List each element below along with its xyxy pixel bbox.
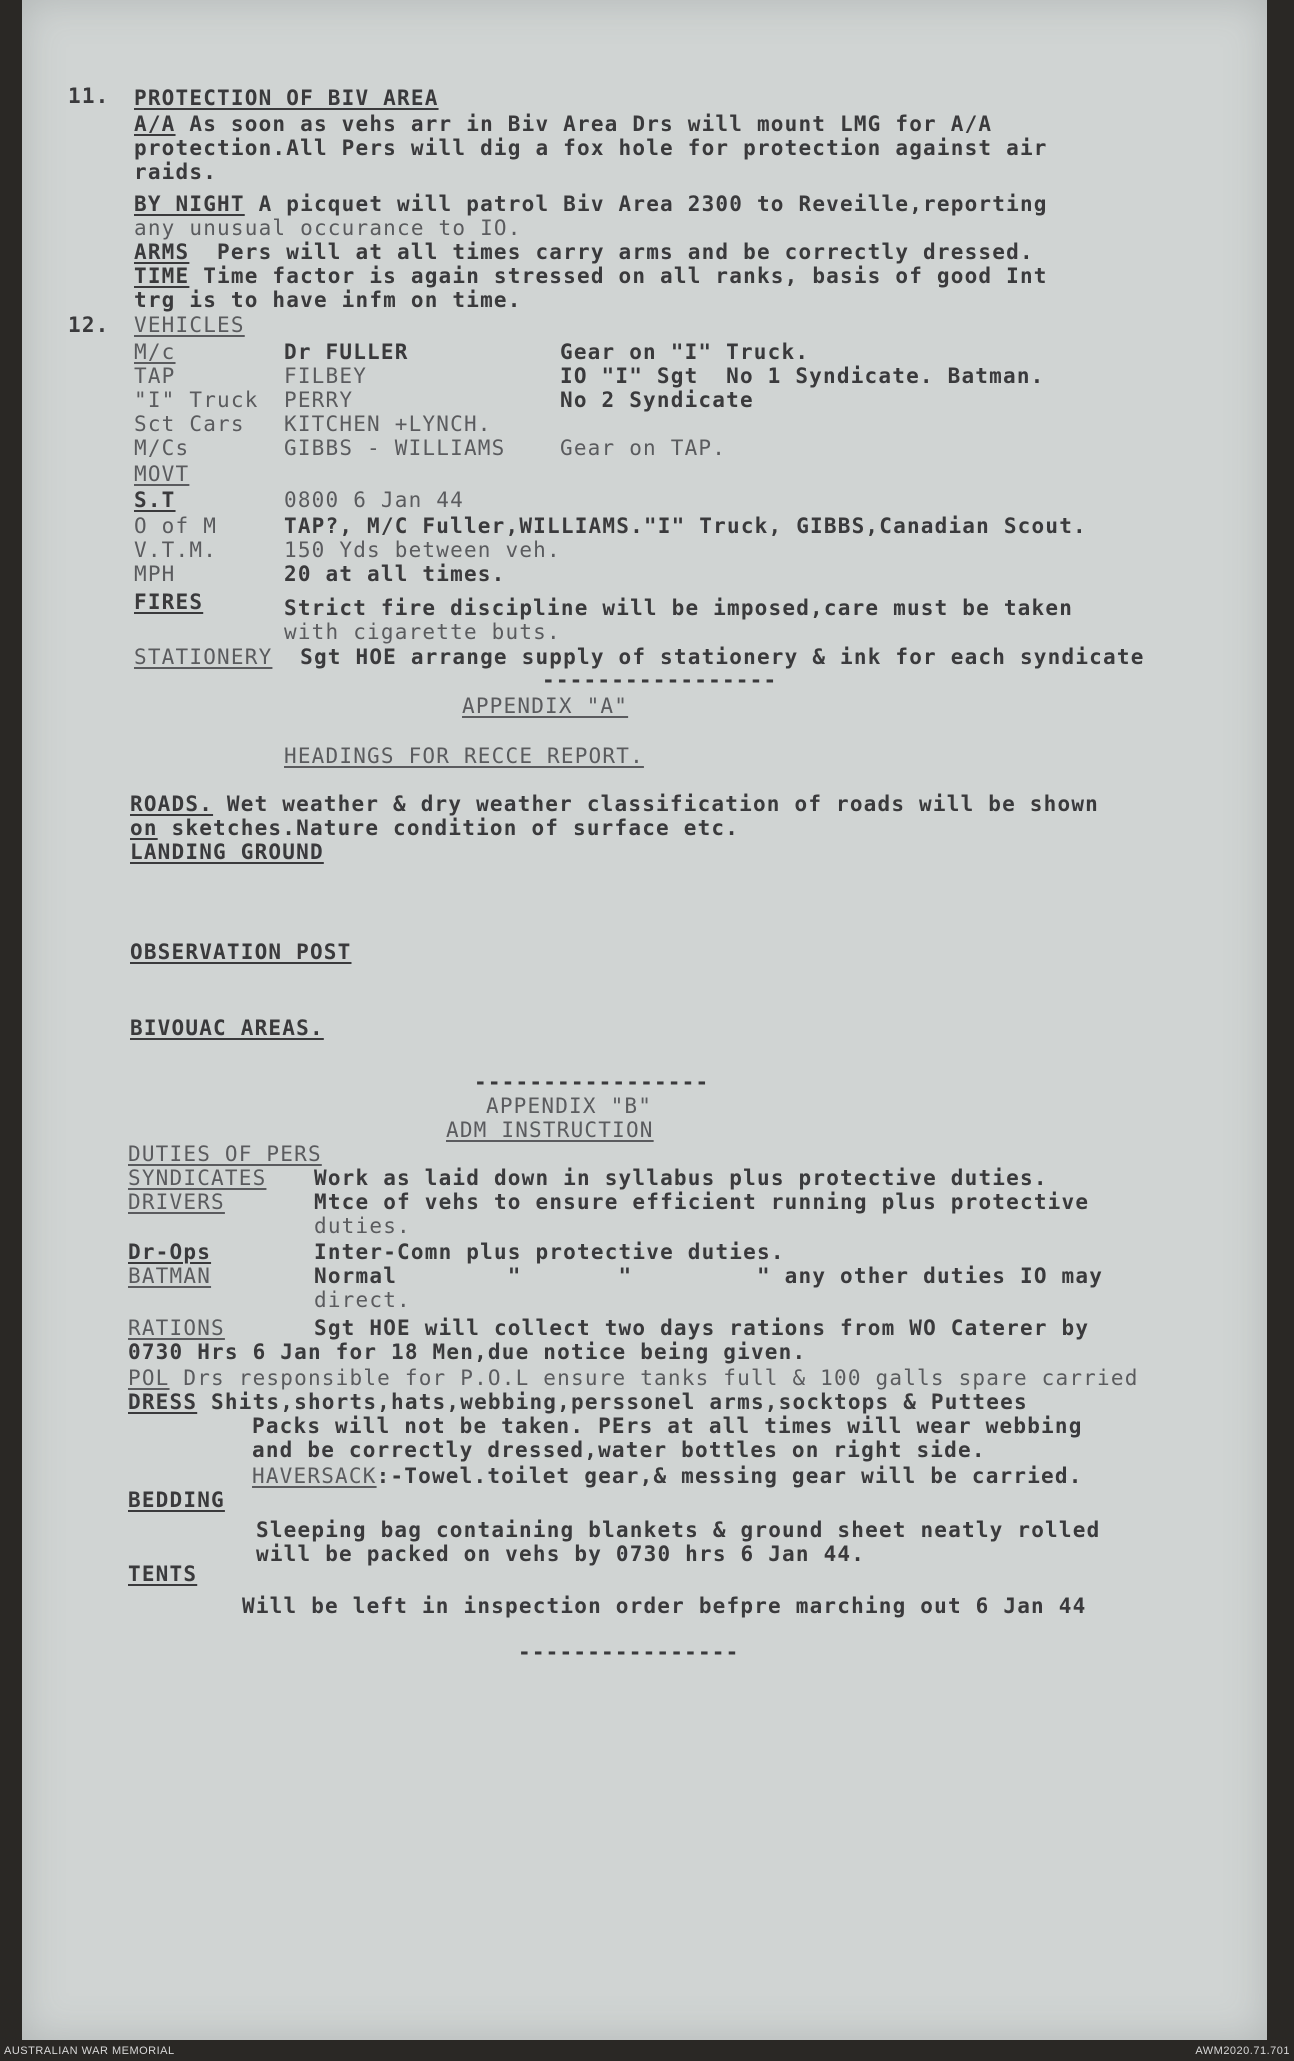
syndicates-text: Work as laid down in syllabus plus protective duties. [314, 1166, 1048, 1190]
vehicle-name: PERRY [284, 388, 354, 412]
vehicle-name: FILBEY [284, 364, 368, 388]
section-separator: ----------------- [542, 668, 778, 692]
by-night-line-1-text: A picquet will patrol Biv Area 2300 to Reveille,reporting [244, 192, 1048, 216]
batman-heading: BATMAN [128, 1264, 212, 1288]
dress-line-1 [128, 1390, 1028, 1414]
footer-accession-number: AWM2020.71.701 [1195, 2045, 1290, 2057]
fires-heading: FIRES [134, 590, 204, 614]
dr-ops-heading: Dr-Ops [128, 1240, 212, 1264]
appendix-b-separator: ---------------- [518, 1640, 740, 1664]
batman-line-2: direct. [314, 1288, 411, 1312]
bedding-line-1: Sleeping bag containing blankets & ground sheet neatly rolled [256, 1518, 1101, 1542]
st-heading: S.T [134, 488, 176, 512]
dress-line-1-text: Shits,shorts,hats,webbing,perssonel arms,socktops & Puttees [197, 1390, 1028, 1414]
rations-heading: RATIONS [128, 1316, 225, 1340]
dress-heading: DRESS [128, 1390, 198, 1414]
arms-text: Pers will at all times carry arms and be correctly dressed. [189, 240, 1034, 264]
haversack-line [252, 1464, 1083, 1488]
dr-ops-text: Inter-Comn plus protective duties. [314, 1240, 785, 1264]
bedding-heading: BEDDING [128, 1488, 225, 1512]
batman-line-1: Normal " " " any other duties IO may [314, 1264, 1104, 1288]
stationery-line [134, 645, 1145, 669]
time-line-1 [134, 264, 1048, 288]
drivers-heading: DRIVERS [128, 1190, 225, 1214]
roads-line-2-text: sketches.Nature condition of surface etc. [157, 816, 740, 840]
vehicle-key: Sct Cars [134, 412, 245, 436]
by-night-heading: BY NIGHT [134, 192, 245, 216]
pol-line [128, 1366, 1139, 1390]
document-page [22, 0, 1267, 2040]
vehicle-key: TAP [134, 364, 176, 388]
appendix-a-separator: ----------------- [474, 1070, 710, 1094]
arms-heading: ARMS [134, 240, 190, 264]
landing-ground-heading: LANDING GROUND [130, 840, 324, 864]
by-night-line-1 [134, 192, 1048, 216]
roads-line-2-on: on [130, 816, 158, 840]
vehicle-name: GIBBS - WILLIAMS [284, 436, 506, 460]
pol-heading: POL [128, 1366, 170, 1390]
duties-of-pers-heading: DUTIES OF PERS [128, 1142, 322, 1166]
section-12-title: VEHICLES [134, 313, 245, 337]
aa-line-1-text: As soon as vehs arr in Biv Area Drs will mount LMG for A/A [175, 112, 993, 136]
rations-line-1: Sgt HOE will collect two days rations from WO Caterer by [314, 1316, 1090, 1340]
time-line-1-text: Time factor is again stressed on all ranks, basis of good Int [189, 264, 1048, 288]
roads-heading: ROADS. [130, 792, 214, 816]
pol-text: Drs responsible for P.O.L ensure tanks full & 100 galls spare carried [169, 1366, 1139, 1390]
dress-line-2: Packs will not be taken. PErs at all times will wear webbing [252, 1414, 1083, 1438]
syndicates-heading: SYNDICATES [128, 1166, 267, 1190]
dress-line-3: and be correctly dressed,water bottles on right side. [252, 1438, 986, 1462]
section-11-title: PROTECTION OF BIV AREA [134, 86, 439, 110]
bivouac-areas-heading: BIVOUAC AREAS. [130, 1016, 324, 1040]
vehicle-key: M/c [134, 340, 176, 364]
aa-line-1 [134, 112, 992, 136]
aa-line-3: raids. [134, 160, 218, 184]
vehicle-name: KITCHEN +LYNCH. [284, 412, 492, 436]
haversack-text: :-Towel.toilet gear,& messing gear will be carried. [376, 1464, 1083, 1488]
by-night-line-2: any unusual occurance to IO. [134, 216, 522, 240]
vtm-text: 150 Yds between veh. [284, 538, 561, 562]
vehicle-name: Dr FULLER [284, 340, 409, 364]
aa-heading: A/A [134, 112, 176, 136]
drivers-line-2: duties. [314, 1214, 411, 1238]
fires-line-2: with cigarette buts. [284, 620, 561, 644]
vehicle-remark: Gear on TAP. [560, 436, 727, 460]
time-heading: TIME [134, 264, 190, 288]
vehicle-remark: Gear on "I" Truck. [560, 340, 810, 364]
rations-line-2: 0730 Hrs 6 Jan for 18 Men,due notice being given. [128, 1340, 807, 1364]
tents-text: Will be left in inspection order befpre marching out 6 Jan 44 [242, 1594, 1087, 1618]
appendix-a-title: APPENDIX "A" [462, 694, 629, 718]
tents-heading: TENTS [128, 1562, 198, 1586]
vehicle-remark: No 2 Syndicate [560, 388, 754, 412]
time-line-2: trg is to have infm on time. [134, 288, 522, 312]
roads-line-1 [130, 792, 1099, 816]
bedding-line-2: will be packed on vehs by 0730 hrs 6 Jan 44. [256, 1542, 866, 1566]
mph-text: 20 at all times. [284, 562, 506, 586]
drivers-line-1: Mtce of vehs to ensure efficient running plus protective [314, 1190, 1090, 1214]
o-of-m-text: TAP?, M/C Fuller,WILLIAMS."I" Truck, GIBBS,Canadian Scout. [284, 514, 1087, 538]
vehicle-key: "I" Truck [134, 388, 259, 412]
observation-post-heading: OBSERVATION POST [130, 940, 352, 964]
appendix-b-subtitle: ADM INSTRUCTION [446, 1118, 654, 1142]
stationery-heading: STATIONERY [134, 645, 273, 669]
haversack-heading: HAVERSACK [252, 1464, 377, 1488]
section-12-number: 12. [68, 313, 110, 337]
roads-line-1-text: Wet weather & dry weather classification of roads will be shown [213, 792, 1100, 816]
appendix-a-subtitle: HEADINGS FOR RECCE REPORT. [284, 744, 644, 768]
section-11-number: 11. [68, 84, 110, 108]
movt-heading: MOVT [134, 462, 190, 486]
st-text: 0800 6 Jan 44 [284, 488, 464, 512]
stationery-text: Sgt HOE arrange supply of stationery & ink for each syndicate [272, 645, 1145, 669]
vehicle-remark: IO "I" Sgt No 1 Syndicate. Batman. [560, 364, 1045, 388]
arms-line [134, 240, 1034, 264]
mph-heading: MPH [134, 562, 176, 586]
appendix-b-title: APPENDIX "B" [486, 1094, 653, 1118]
vtm-heading: V.T.M. [134, 538, 218, 562]
vehicle-key: M/Cs [134, 436, 190, 460]
footer-institution: AUSTRALIAN WAR MEMORIAL [4, 2045, 175, 2057]
fires-line-1: Strict fire discipline will be imposed,care must be taken [284, 596, 1074, 620]
aa-line-2: protection.All Pers will dig a fox hole for protection against air [134, 136, 1048, 160]
roads-line-2 [130, 816, 739, 840]
o-of-m-heading: O of M [134, 514, 218, 538]
